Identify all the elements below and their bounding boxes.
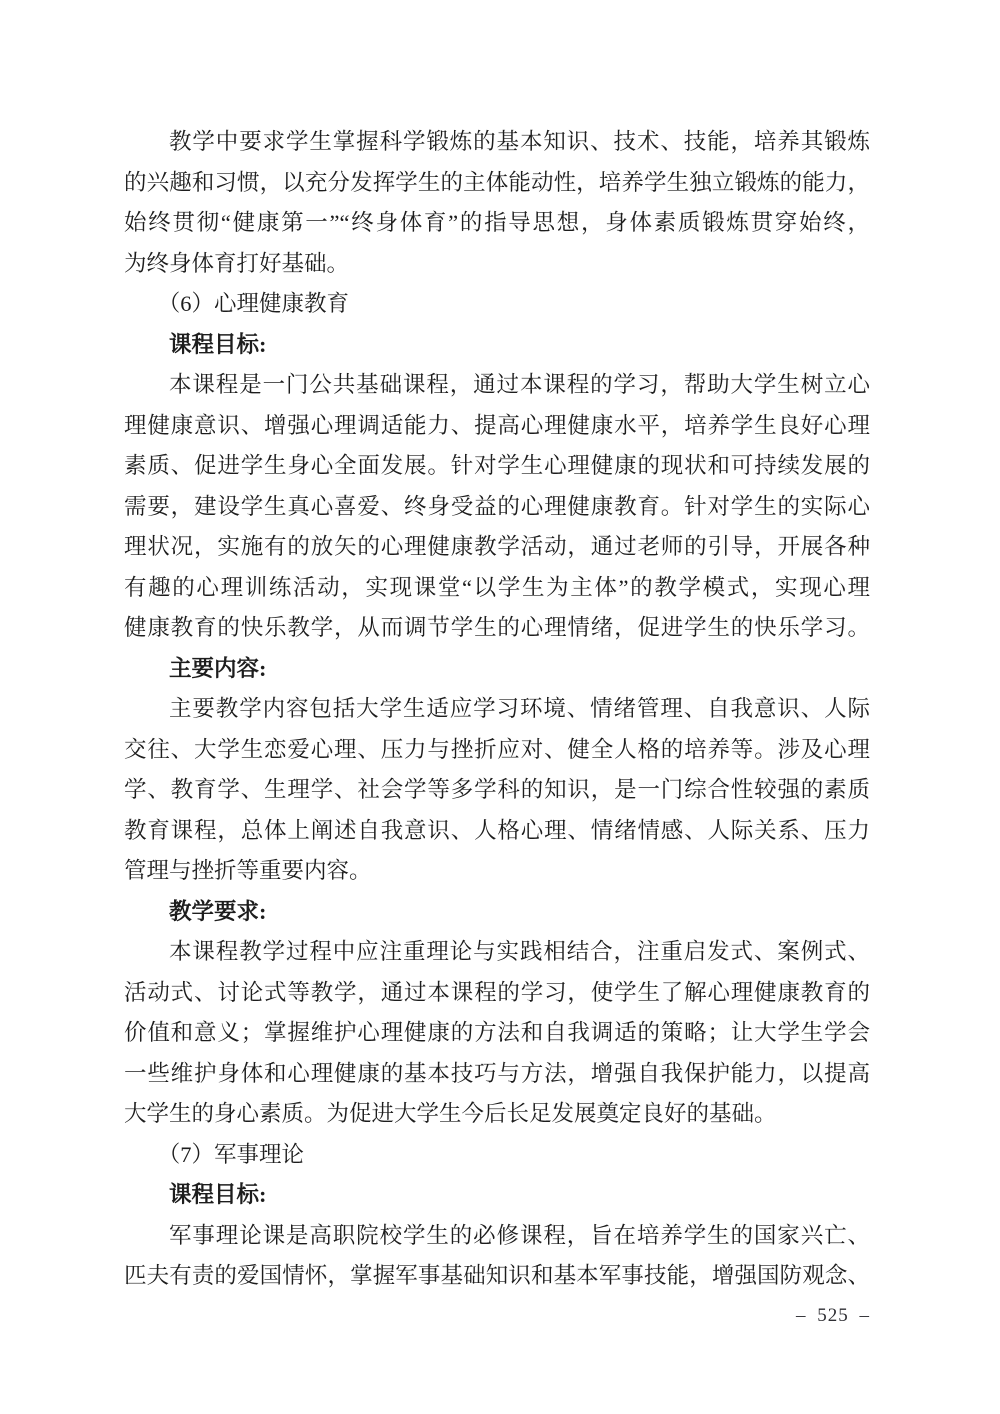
paragraph-line: 理健康意识、增强心理调适能力、提高心理健康水平，培养学生良好心理 [124,412,870,438]
paragraph-line: 交往、大学生恋爱心理、压力与挫折应对、健全人格的培养等。涉及心理 [124,736,870,762]
paragraph-line: 价值和意义；掌握维护心理健康的方法和自我调适的策略；让大学生学会 [124,1020,870,1045]
paragraph-line: 教育课程，总体上阐述自我意识、人格心理、情绪情感、人际关系、压力 [124,817,870,843]
paragraph-line: 为终身体育打好基础。 [124,250,350,276]
paragraph-line: 理状况，实施有的放矢的心理健康教学活动，通过老师的引导，开展各种 [124,534,870,559]
paragraph-line: 教学中要求学生掌握科学锻炼的基本知识、技术、技能，培养其锻炼 [169,129,870,154]
page-footer [124,1304,870,1327]
main-content-heading: 主要内容: [169,655,267,681]
course-goal-heading: 课程目标: [169,331,267,357]
page-number: – 525 – [796,1305,870,1326]
paragraph-line: 军事理论课是高职院校学生的必修课程，旨在培养学生的国家兴亡、 [169,1222,870,1248]
paragraph-line: 本课程是一门公共基础课程，通过本课程的学习，帮助大学生树立心 [169,372,870,397]
paragraph-line: 健康教育的快乐教学，从而调节学生的心理情绪，促进学生的快乐学习。 [124,615,870,640]
paragraph-line: 需要，建设学生真心喜爱、终身受益的心理健康教育。针对学生的实际心 [124,493,870,519]
paragraph-line: 始终贯彻“健康第一”“终身体育”的指导思想，身体素质锻炼贯穿始终， [124,210,870,235]
paragraph-line: 主要教学内容包括大学生适应学习环境、情绪管理、自我意识、人际 [169,696,870,721]
document-body [124,122,870,1297]
paragraph-line: 活动式、讨论式等教学，通过本课程的学习，使学生了解心理健康教育的 [124,979,870,1005]
paragraph-line: 大学生的身心素质。为促进大学生今后长足发展奠定良好的基础。 [124,1101,777,1126]
paragraph-line: 匹夫有责的爱国情怀，掌握军事基础知识和基本军事技能，增强国防观念、 [124,1263,870,1288]
paragraph-line: 素质、促进学生身心全面发展。针对学生心理健康的现状和可持续发展的 [124,453,870,478]
teaching-requirement-heading: 教学要求: [169,898,267,924]
paragraph-line: 学、教育学、生理学、社会学等多学科的知识，是一门综合性较强的素质 [124,777,870,802]
item-6-heading: （6）心理健康教育 [157,291,350,316]
paragraph-line: 本课程教学过程中应注重理论与实践相结合，注重启发式、案例式、 [169,939,870,964]
course-goal-heading: 课程目标: [169,1182,267,1207]
paragraph-line: 有趣的心理训练活动，实现课堂“以学生为主体”的教学模式，实现心理 [124,574,870,600]
item-7-heading: （7）军事理论 [157,1141,305,1167]
paragraph-line: 管理与挫折等重要内容。 [124,858,372,883]
paragraph-line: 的兴趣和习惯，以充分发挥学生的主体能动性，培养学生独立锻炼的能力， [124,169,870,195]
paragraph-line: 一些维护身体和心理健康的基本技巧与方法，增强自我保护能力，以提高 [124,1060,870,1086]
